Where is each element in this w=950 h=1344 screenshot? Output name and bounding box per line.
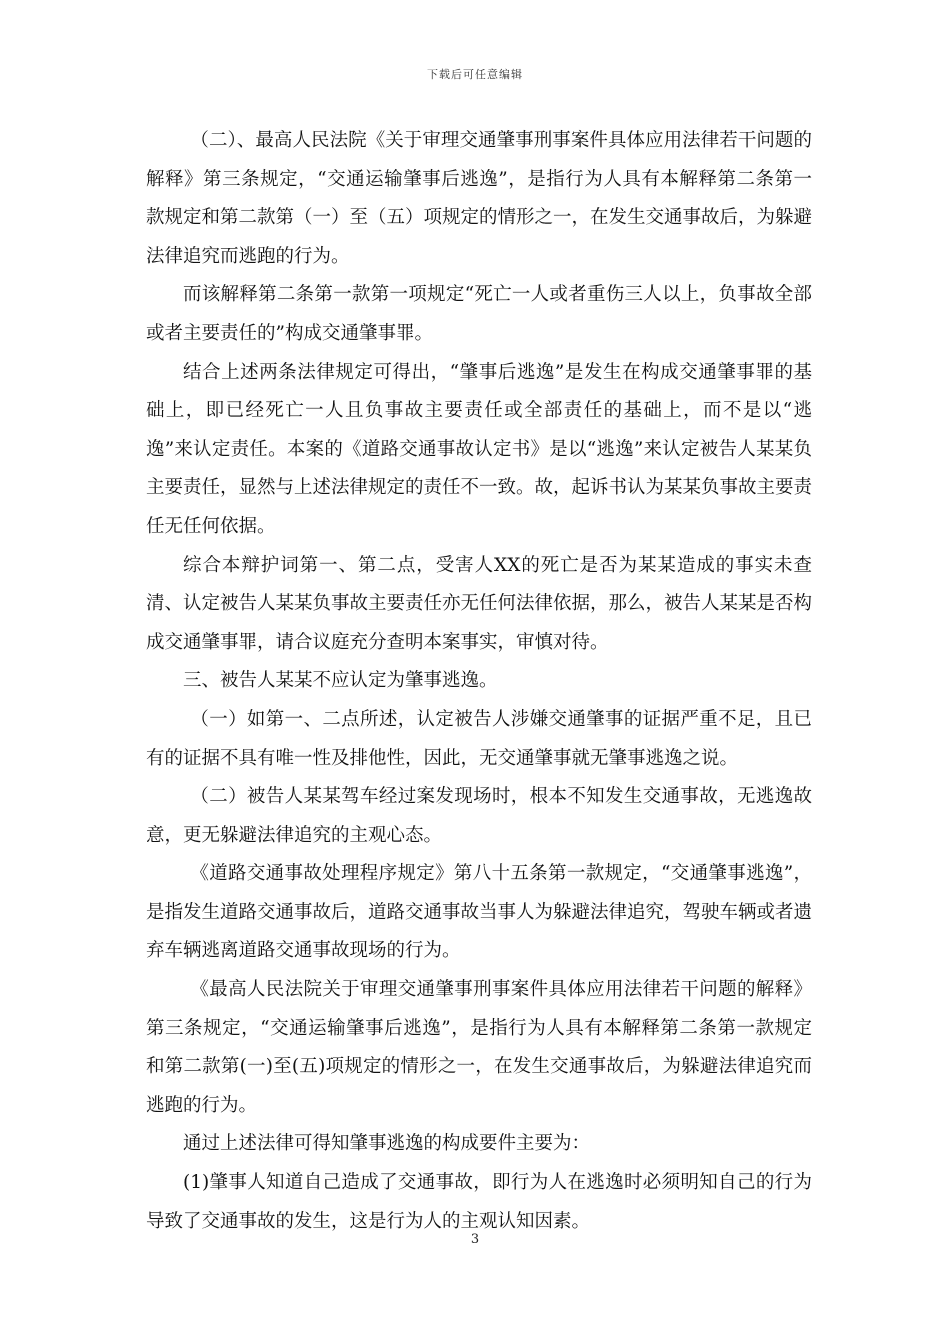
paragraph-9: 通过上述法律可得知肇事逃逸的构成要件主要为： <box>183 1133 591 1155</box>
paragraph-6: （二）被告人某某驾车经过案发现场时，根本不知发生交通事故，无逃逸故意，更无躲避法律追究的主观心态。 <box>146 786 812 846</box>
paragraph-8: 《最高人民法院关于审理交通肇事刑事案件具体应用法律若干问题的解释》第三条规定，“交通运输肇事后逃逸”，是指行为人具有本解释第二条第一款规定和第二款第(一)至(五)项规定的情形之一，在发生交通事故后，为躲避法律追究而逃跑的行为。 <box>146 979 812 1116</box>
paragraph-5: （一）如第一、二点所述，认定被告人涉嫌交通肇事的证据严重不足，且已有的证据不具有唯一性及排他性，因此，无交通肇事就无肇事逃逸之说。 <box>146 708 812 769</box>
paragraph-3: 结合上述两条法律规定可得出，“肇事后逃逸”是发生在构成交通肇事罪的基础上，即已经死亡一人且负事故主要责任或全部责任的基础上，而不是以“逃逸”来认定责任。本案的《道路交通事故认定书》是以“逃逸”来认定被告人某某负主要责任，显然与上述法律规定的责任不一致。故，起诉书认为某某负事故主要责任无任何依据。 <box>146 361 813 537</box>
document-body <box>146 122 812 1241</box>
page-header: 下载后可任意编辑 <box>427 68 523 81</box>
paragraph-10: (1)肇事人知道自己造成了交通事故，即行为人在逃逸时必须明知自己的行为导致了交通事故的发生，这是行为人的主观认知因素。 <box>146 1172 812 1232</box>
section-heading-3: 三、被告人某某不应认定为肇事逃逸。 <box>183 670 498 692</box>
paragraph-1: （二）、最高人民法院《关于审理交通肇事刑事案件具体应用法律若干问题的解释》第三条规定，“交通运输肇事后逃逸”，是指行为人具有本解释第二条第一款规定和第二款第（一）至（五）项规定的情形之一，在发生交通事故后，为躲避法律追究而逃跑的行为。 <box>146 130 813 267</box>
page-number: 3 <box>470 1232 480 1247</box>
paragraph-4: 综合本辩护词第一、第二点，受害人XX的死亡是否为某某造成的事实未查清、认定被告人某某负事故主要责任亦无任何法律依据，那么，被告人某某是否构成交通肇事罪，请合议庭充分查明本案事实，审慎对待。 <box>146 554 813 653</box>
paragraph-7: 《道路交通事故处理程序规定》第八十五条第一款规定，“交通肇事逃逸”，是指发生道路交通事故后，道路交通事故当事人为躲避法律追究，驾驶车辆或者遗弃车辆逃离道路交通事故现场的行为。 <box>146 863 813 962</box>
paragraph-2: 而该解释第二条第一款第一项规定“死亡一人或者重伤三人以上，负事故全部或者主要责任的”构成交通肇事罪。 <box>146 284 812 344</box>
